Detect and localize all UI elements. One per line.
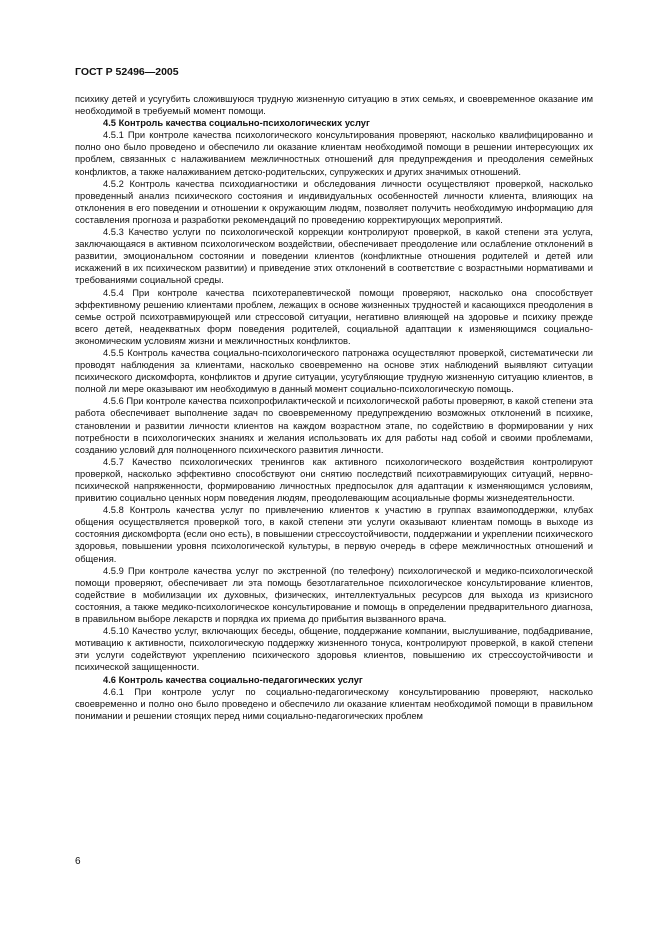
page-number: 6 bbox=[75, 856, 81, 867]
paragraph-4-5-10: 4.5.10 Качество услуг, включающих беседы, общение, поддержание компании, выслушивание, подбадривание, мотивацию к активности, психологическую поддержку жизненного тонуса, контролируют проверкой, в какой степени эти услуги содействуют укреплению психического здоровья клиентов, повышению их стрессоустойчивости и психической защищенности. bbox=[75, 626, 593, 673]
paragraph-4-5-1: 4.5.1 При контроле качества психологического консультирования проверяют, насколько квалифицированно и полно оно было проведено и обеспечило ли оказание клиентам необходимой помощи в решении интересующих их проблем, связанных с налаживанием межличностных отношений для предупреждения и преодоления семейных конфликтов, а также налаживанием детско-родительских, супружеских и других значимых отношений. bbox=[75, 130, 593, 177]
paragraph-4-5-6: 4.5.6 При контроле качества психопрофилактической и психологической работы проверяют, в какой степени эта работа обеспечивает выполнение задач по своевременному предупреждению возможных отклонений в психике, становлении и развитии личности клиентов на каждом возрастном этапе, по содействию в формировании у них потребности в психологических знаниях и желания использовать их для работы над собой и своими проблемами, созданию условий для полноценного психического развития личности. bbox=[75, 396, 594, 455]
paragraph-4-5-4: 4.5.4 При контроле качества психотерапевтической помощи проверяют, насколько она способствует эффективному решению клиентами проблем, лежащих в основе жизненных трудностей и касающихся преодоления в семье острой психотравмирующей или стрессовой ситуации, негативно влияющей на здоровье и психику прежде всего детей, неадекватных форм поведения родителей, социальной адаптации к изменяющимся социально-экономическим условиям жизни и межличностных конфликтов. bbox=[75, 287, 593, 346]
paragraph-4-5-5: 4.5.5 Контроль качества социально-психологического патронажа осуществляют проверкой, систематически ли проводят наблюдения за клиентами, насколько своевременно на основе этих наблюдений выявляют ситуации психического дискомфорта, конфликтов и другие ситуации, усугубляющие трудную жизненную ситуацию клиентов, в полной ли мере оказывают им необходимую в данный момент социально-психологическую помощь. bbox=[75, 347, 593, 395]
section-heading-4-5: 4.5 Контроль качества социально-психологических услуг bbox=[103, 118, 370, 129]
paragraph-4-5-8: 4.5.8 Контроль качества услуг по привлечению клиентов к участию в группах взаимоподдержки, клубах общения осуществляется проверкой того, в какой степени эти услуги оказывают клиентам помощь в выходе из состояния дискомфорта (если оно есть), в повышении стрессоустойчивости, поддержании и укреплении психического здоровья, повышении уровня психологической культуры, в первую очередь в сфере межличностных отношений и общения. bbox=[75, 505, 593, 564]
document-header: ГОСТ Р 52496—2005 bbox=[75, 66, 179, 78]
document-body bbox=[75, 93, 593, 722]
paragraph-4-5-9: 4.5.9 При контроле качества услуг по экстренной (по телефону) психологической и медико-психологической помощи проверяют, обеспечивает ли эта помощь безотлагательное психологическое консультирование клиентов, содействие в мобилизации их духовных, физических, интеллектуальных ресурсов для выхода из кризисного состояния, а также медико-психологическое консультирование и помощь в определении предварительного диагноза, в правильном выборе лекарств и порядка их приема до прибытия вызванного врача. bbox=[75, 565, 593, 625]
paragraph-4-5-2: 4.5.2 Контроль качества психодиагностики и обследования личности осуществляют проверкой, насколько проведенный анализ психического состояния и индивидуальных особенностей личности клиента, влияющих на отклонения в его поведении и отношении к окружающим людям, позволяет получить необходимую информацию для составления прогноза и разработки рекомендаций по проведению корректирующих мероприятий. bbox=[75, 178, 593, 225]
paragraph-4-6-1: 4.6.1 При контроле услуг по социально-педагогическому консультированию проверяют, насколько своевременно и полно оно было проведено и обеспечило ли оказание клиентам необходимой помощи в правильном понимании и решении стоящих перед ними социально-педагогических проблем bbox=[75, 686, 593, 721]
section-heading-4-6: 4.6 Контроль качества социально-педагогических услуг bbox=[103, 674, 363, 685]
paragraph-4-5-3: 4.5.3 Качество услуги по психологической коррекции контролируют проверкой, в какой степени эта услуга, заключающаяся в активном психологическом воздействии, обеспечивает преодоление или ослабление отклонений в развитии, эмоциональном состоянии и поведении клиентов (конфликтные отношения родителей и детей или искажений в их психическом развитии) и приведение этих отклонений в соответствие с возрастными нормативами и требованиями социальной среды. bbox=[75, 227, 593, 286]
paragraph-4-5-7: 4.5.7 Качество психологических тренингов как активного психологического воздействия контролируют проверкой, насколько эффективно способствуют они снятию последствий психотравмирующих ситуаций, нервно-психической напряженности, формированию личностных предпосылок для адаптации к изменяющимся условиям, привитию социально ценных норм поведения людям, преодолевающим асоциальные формы жизнедеятельности. bbox=[75, 456, 593, 504]
paragraph-continuation: психику детей и усугубить сложившуюся трудную жизненную ситуацию в этих семьях, и своевременное оказание им необходимой в требуемый момент помощи. bbox=[75, 94, 593, 117]
